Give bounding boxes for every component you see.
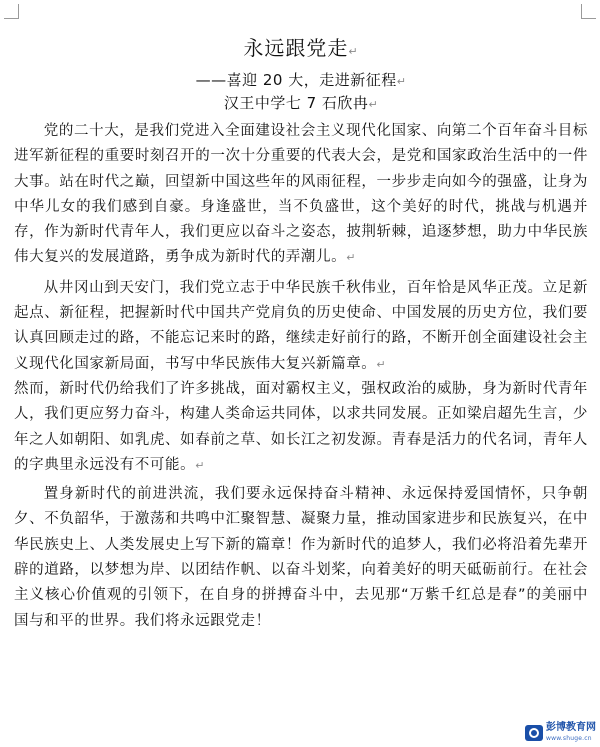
paragraph-mark-icon: ↵ xyxy=(346,251,357,265)
watermark-badge-icon xyxy=(525,725,543,741)
body-paragraph-2: 从井冈山到天安门，我们党立志于中华民族千秋伟业，百年恰是风华正茂。立足新起点、新征程，把握新时代中国共产党肩负的历史使命、中国发展的历史方位，我们要认真回顾走过的路，不能忘记来时的路，继续走好前行的路，不断开创全面建设社会主义现代化国家新局面，书写中华民族伟大复兴新篇章。↵ xyxy=(14,279,588,372)
document-author: 汉王中学七 7 石欣冉↵ xyxy=(223,94,379,112)
paragraph-mark-icon: ↵ xyxy=(348,45,359,58)
document-page[interactable] xyxy=(14,0,588,634)
document-title: 永远跟党走↵ xyxy=(243,36,359,60)
paragraph-mark-icon: ↵ xyxy=(195,458,206,472)
watermark-text: 彭博教育网 www.shuge.cn xyxy=(546,722,596,742)
body-paragraph-3: 然而，新时代仍给我们了许多挑战，面对霸权主义，强权政治的威胁，身为新时代青年人，我们更应努力奋斗，构建人类命运共同体，以求共同发展。正如梁启超先生言，少年之人如朝阳、如乳虎、如春前之草、如长江之初发源。青春是活力的代名词，青年人的字典里永远没有不可能。↵ xyxy=(14,380,588,473)
paragraph-mark-icon: ↵ xyxy=(368,98,379,111)
body-paragraph-1: 党的二十大，是我们党进入全面建设社会主义现代化国家、向第二个百年奋斗目标进军新征程的重要时刻召开的一次十分重要的代表大会，是党和国家政治生活中的一件大事。站在时代之巅，回望新中国这些年的风雨征程，一步步走向如今的强盛，让身为中华儿女的我们感到自豪。身逢盛世，当不负盛世，这个美好的时代，挑战与机遇并存，作为新时代青年人，我们更应以奋斗之姿态，披荆斩棘，追逐梦想，助力中华民族伟大复兴的发展道路，勇争成为新时代的弄潮儿。↵ xyxy=(14,123,588,266)
document-subtitle: ——喜迎 20 大，走进新征程↵ xyxy=(195,71,407,89)
paragraph-mark-icon: ↵ xyxy=(396,75,407,88)
watermark-logo xyxy=(525,722,596,744)
body-paragraph-4: 置身新时代的前进洪流，我们要永远保持奋斗精神、永远保持爱国情怀，只争朝夕、不负韶华，于激荡和共鸣中汇聚智慧、凝聚力量，推动国家进步和民族复兴，在中华民族史上、人类发展史上写下新的篇章！作为新时代的追梦人，我们必将沿着先辈开辟的道路，以梦想为岸、以团结作帆、以奋斗划桨，向着美好的明天砥砺前行。在社会主义核心价值观的引领下，在自身的拼搏奋斗中，去见那“万紫千红总是春”的美丽中国与和平的世界。我们将永远跟党走！ xyxy=(14,486,588,629)
paragraph-mark-icon: ↵ xyxy=(376,357,387,371)
